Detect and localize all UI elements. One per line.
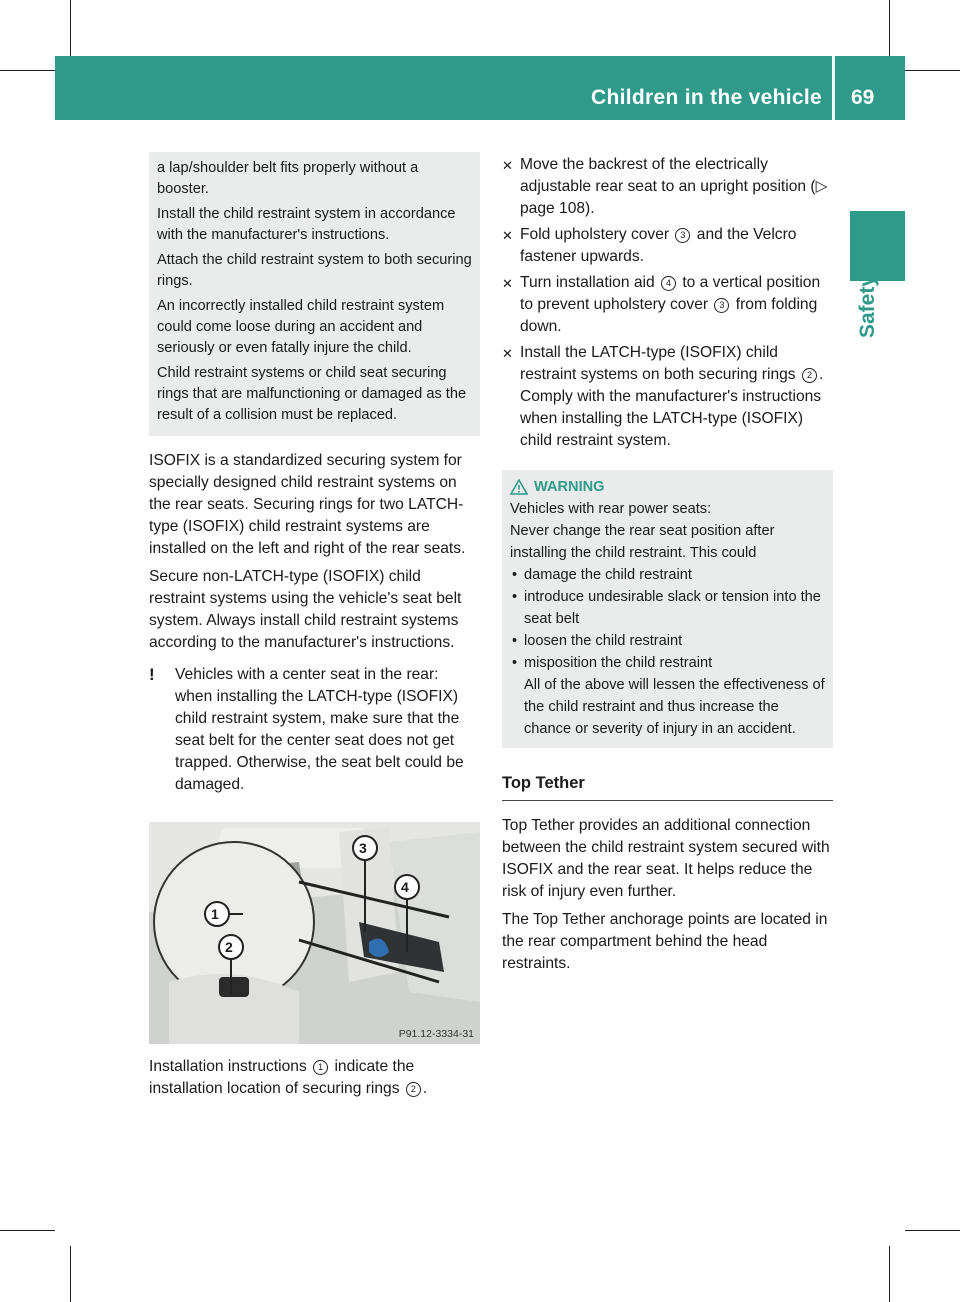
- crop-mark: [70, 1246, 71, 1302]
- crop-mark: [70, 0, 71, 56]
- crop-mark: [905, 70, 960, 71]
- step-arrow-icon: ✕: [502, 228, 513, 243]
- callout-4: 4: [401, 879, 409, 895]
- non-latch-paragraph: Secure non-LATCH-type (ISOFIX) child restraint systems using the vehicle's seat belt system. Always install child restraint systems according to the manufacturer's instructions.: [149, 568, 462, 651]
- right-column: [502, 154, 833, 981]
- warning-outro: All of the above will lessen the effectiveness of the child restraint and thus increase the chance or severity of injury in an accident.: [524, 677, 825, 737]
- warning-line: Child restraint systems or child seat securing rings that are malfunctioning or damaged as the result of a collision must be replaced.: [157, 365, 467, 423]
- crop-mark: [889, 1246, 890, 1302]
- figure-code: P91.12-3334-31: [398, 1028, 474, 1040]
- warning-header: [510, 476, 825, 498]
- step: ✕ Install the LATCH-type (ISOFIX) child restraint systems on both securing rings 2 . Comply with the manufacturer's instructions when installing the LATCH-type (ISOFIX) child restraint system.: [502, 342, 833, 452]
- header-divider: [832, 56, 835, 120]
- page-title: Children in the vehicle: [591, 86, 822, 109]
- warning-continuation-box: [149, 152, 480, 436]
- callout-3: 3: [359, 840, 367, 856]
- seat-illustration: [149, 822, 480, 1044]
- top-tether-paragraph: The Top Tether anchorage points are located in the rear compartment behind the head restraints.: [502, 911, 828, 972]
- warning-bullets: [510, 564, 825, 674]
- notice-text: Vehicles with a center seat in the rear: when installing the LATCH-type (ISOFIX) child restraint system, make sure that the seat belt for the center seat does not get trapped. Otherwise, the seat belt could be damaged.: [175, 666, 464, 793]
- step-arrow-icon: ✕: [502, 346, 513, 361]
- warning-box: [502, 470, 833, 748]
- step-arrow-icon: ✕: [502, 276, 513, 291]
- warning-intro: Never change the rear seat position after installing the child restraint. This could: [510, 523, 775, 561]
- section-heading: Top Tether: [502, 772, 833, 801]
- warning-triangle-icon: [510, 479, 528, 495]
- step: ✕ Move the backrest of the electrically adjustable rear seat to an upright position (▷ page 108).: [502, 154, 833, 220]
- crop-mark: [0, 70, 55, 71]
- list-item: • loosen the child restraint: [510, 630, 825, 652]
- warning-title: WARNING: [534, 479, 605, 495]
- ref-2: 2: [406, 1082, 421, 1097]
- list-item: • damage the child restraint: [510, 564, 825, 586]
- ref-3: 3: [675, 228, 690, 243]
- step: ✕ Fold upholstery cover 3 and the Velcro fastener upwards.: [502, 224, 833, 268]
- step: ✕ Turn installation aid 4 to a vertical position to prevent upholstery cover 3 from folding down.: [502, 272, 833, 338]
- left-column: [149, 152, 480, 796]
- exclamation-icon: !: [149, 665, 155, 684]
- ref-2: 2: [802, 368, 817, 383]
- warning-intro: Vehicles with rear power seats:: [510, 501, 712, 517]
- ref-1: 1: [313, 1060, 328, 1075]
- list-item: • introduce undesirable slack or tension into the seat belt: [510, 586, 825, 630]
- ref-4: 4: [661, 276, 676, 291]
- callout-1: 1: [211, 906, 219, 922]
- warning-line: Install the child restraint system in accordance with the manufacturer's instructions.: [157, 206, 456, 243]
- warning-line: a lap/shoulder belt fits properly without a booster.: [157, 160, 419, 197]
- notice-block: [149, 664, 480, 796]
- page-number: 69: [851, 86, 875, 109]
- callout-2: 2: [225, 939, 233, 955]
- crop-mark: [0, 1230, 55, 1231]
- ref-3: 3: [714, 298, 729, 313]
- side-tab-label: Safety: [856, 274, 879, 338]
- top-tether-paragraph: Top Tether provides an additional connection between the child restraint system secured with ISOFIX and the rear seat. It helps reduce the risk of injury even further.: [502, 817, 830, 900]
- crop-mark: [905, 1230, 960, 1231]
- list-item: • misposition the child restraint: [510, 652, 825, 674]
- warning-line: Attach the child restraint system to both securing rings.: [157, 252, 472, 289]
- isofix-paragraph: ISOFIX is a standardized securing system for specially designed child restraint systems on the rear seats. Securing rings for two LATCH-type (ISOFIX) child restraint systems are installed on the left and right of the rear seats.: [149, 452, 466, 557]
- side-tab-marker: [850, 211, 905, 281]
- step-arrow-icon: ✕: [502, 158, 513, 173]
- seat-figure: [149, 822, 480, 1044]
- figure-caption: Installation instructions 1 indicate the installation location of securing rings 2 .: [149, 1058, 428, 1097]
- crop-mark: [889, 0, 890, 56]
- warning-line: An incorrectly installed child restraint system could come loose during an accident and seriously or even fatally injure the child.: [157, 298, 445, 356]
